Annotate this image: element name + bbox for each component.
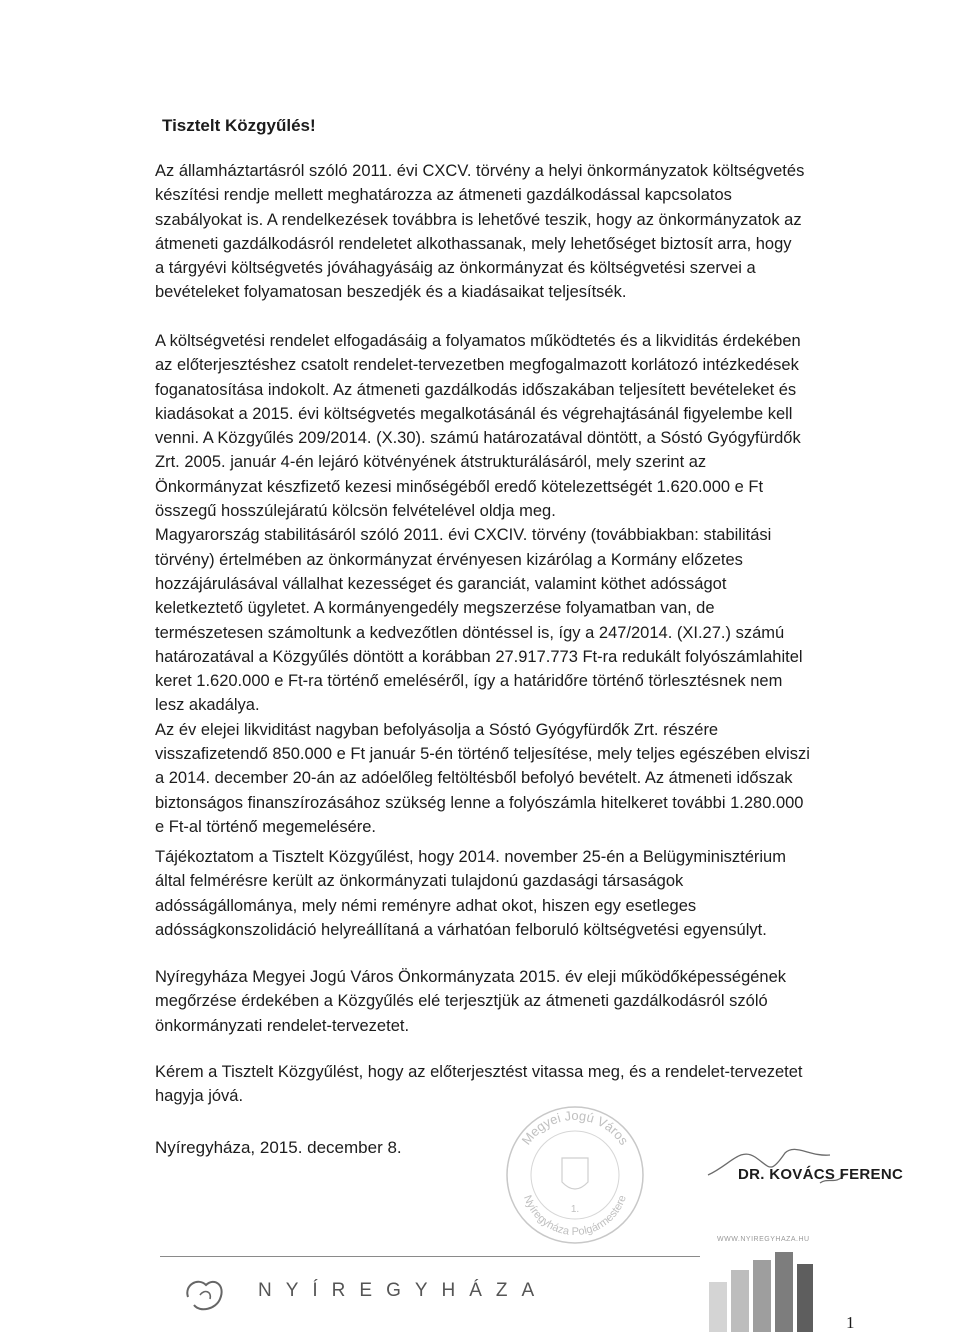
text-line: Önkormányzat készfizető kezesi minőségéből eredő kötelezettségét 1.620.000 e Ft <box>155 477 764 496</box>
text-line: által felmérésre került az önkormányzati tulajdonú gazdasági társaságok <box>155 872 684 891</box>
paragraph-3 <box>155 845 855 942</box>
text-line: kiadásokat a 2015. évi költségvetés megalkotásánál és végrehajtásánál figyelembe kell <box>155 404 793 423</box>
salutation: Tisztelt Közgyűlés! <box>162 116 316 135</box>
text-line: A költségvetési rendelet elfogadásáig a folyamatos működtetés és a likviditás érdekében <box>155 332 801 350</box>
signer-name: DR. KOVÁCS FERENC <box>738 1166 904 1183</box>
text-line: természetesen számoltunk a kedvezőtlen döntéssel is, így a 247/2014. (XI.27.) számú <box>155 623 785 642</box>
text-line: visszafizetendő 850.000 e Ft január 5-én történő teljesítése, mely teljes egészében elviszi <box>155 745 810 764</box>
text-line: szabályokat is. A rendelkezések továbbra is lehetővé teszik, hogy az önkormányzatok az <box>155 210 802 229</box>
decor-bar <box>797 1264 813 1332</box>
text-line: Tájékoztatom a Tisztelt Közgyűlést, hogy 2014. november 25-én a Belügyminisztérium <box>155 848 786 866</box>
decor-bar <box>753 1260 771 1332</box>
decor-bar <box>775 1252 793 1332</box>
footer-website: WWW.NYIREGYHAZA.HU <box>717 1236 810 1243</box>
text-line: keletkeztető ügyletet. A kormányengedély megszerzése folyamatban van, de <box>155 599 715 618</box>
text-line: összegű hosszúlejáratú kölcsön felvételével oldja meg. <box>155 502 556 521</box>
stamp-text-top: Megyei Jogú Város <box>518 1108 632 1148</box>
text-line: foganatosítása indokolt. Az átmeneti gazdálkodás időszakában teljesített bevételeket és <box>155 380 797 399</box>
paragraph-2 <box>155 329 855 839</box>
text-line: határozatával a Közgyűlés döntött a korábban 27.917.773 Ft-ra redukált folyószámlahitel <box>155 647 803 666</box>
text-line: Zrt. 2005. január 4-én lejáró kötvényének átstrukturálásáról, mely szerint az <box>155 453 707 472</box>
text-line: lesz akadálya. <box>155 696 260 715</box>
text-line: a tárgyévi költségvetés jóváhagyásáig az önkormányzat és költségvetési szervei a <box>155 259 756 278</box>
text-line: adósságállománya, mely némi reményre adhat okot, hiszen egy esetleges <box>155 896 697 915</box>
decor-bar <box>731 1270 749 1332</box>
text-line: Az államháztartásról szóló 2011. évi CXCV. törvény a helyi önkormányzatok költségvetés <box>155 162 805 180</box>
text-line: hozzájárulásával vállalhat kezességet és garanciát, valamint köthet adósságot <box>155 574 727 593</box>
footer-city-name: NYÍREGYHÁZA <box>258 1280 549 1301</box>
text-line: adósságkonszolidáció helyreállítaná a várhatóan felboruló költségvetési egyensúlyt. <box>155 920 767 939</box>
handwritten-signature <box>700 1135 850 1195</box>
place-date: Nyíregyháza, 2015. december 8. <box>155 1138 402 1157</box>
text-line: venni. A Közgyűlés 209/2014. (X.30). számú határozatával döntött, a Sóstó Gyógyfürdők <box>155 429 801 448</box>
footer-decoration <box>705 1252 815 1332</box>
stamp-number: 1. <box>570 1204 580 1215</box>
paragraph-1 <box>155 159 855 305</box>
text-line: készítési rendje mellett meghatározza az átmeneti gazdálkodással kapcsolatos <box>155 186 732 205</box>
text-line: e Ft-al történő megemelésére. <box>155 817 377 836</box>
text-line: törvény) értelmében az önkormányzat érvényesen kizárólag a Kormány előzetes <box>155 550 743 569</box>
text-line: biztonságos finanszírozásához szükség lenne a folyószámla hitelkeret további 1.280.000 <box>155 793 804 812</box>
paragraph-4 <box>155 965 855 1038</box>
text-line: hagyja jóvá. <box>155 1087 244 1106</box>
text-line: az előterjesztéshez csatolt rendelet-tervezetben megfogalmazott korlátozó intézkedések <box>155 356 799 375</box>
coat-of-arms-icon <box>562 1158 588 1189</box>
city-logo-icon <box>180 1275 230 1315</box>
stamp-text-bottom: Nyíregyháza Polgármestere <box>521 1193 629 1239</box>
text-line: Nyíregyháza Megyei Jogú Város Önkormányzata 2015. év eleji működőképességének <box>155 968 787 986</box>
text-line: bevételeket folyamatosan beszedjék és a kiadásaikat teljesítsék. <box>155 283 627 302</box>
text-line: önkormányzati rendelet-tervezetet. <box>155 1016 410 1035</box>
official-stamp <box>500 1100 650 1250</box>
text-line: Magyarország stabilitásáról szóló 2011. évi CXCIV. törvény (továbbiakban: stabilitási <box>155 526 772 545</box>
text-line: Kérem a Tisztelt Közgyűlést, hogy az előterjesztést vitassa meg, és a rendelet-tervezetet <box>155 1063 803 1081</box>
text-line: a 2014. december 20-án az adóelőleg feltöltésből befolyó bevételt. Az átmeneti időszak <box>155 769 793 788</box>
decor-bar <box>709 1282 727 1332</box>
text-line: átmeneti gazdálkodásról rendeletet alkothassanak, mely lehetőséget biztosít arra, hogy <box>155 234 792 253</box>
page-number: 1 <box>846 1313 855 1332</box>
text-line: megőrzése érdekében a Közgyűlés elé terjesztjük az átmeneti gazdálkodásról szóló <box>155 992 768 1011</box>
text-line: Az év elejei likviditást nagyban befolyásolja a Sóstó Gyógyfürdők Zrt. részére <box>155 720 719 739</box>
footer-divider <box>160 1256 700 1257</box>
text-line: keret 1.620.000 e Ft-ra történő emeléséről, így a határidőre történő törlesztésnek nem <box>155 672 783 691</box>
